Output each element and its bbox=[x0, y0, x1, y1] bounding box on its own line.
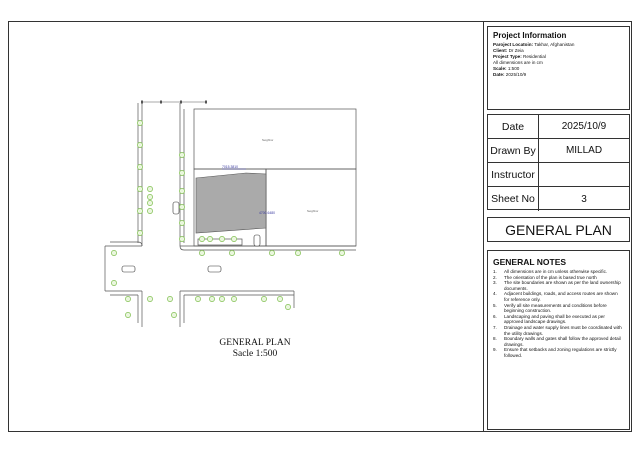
tree-icon bbox=[147, 186, 152, 191]
general-note-item bbox=[493, 347, 624, 358]
note-text: Drainage and water supply lines must be coordinated with the utility drawings. bbox=[504, 324, 622, 336]
tree-icon bbox=[179, 188, 184, 193]
general-note-item bbox=[493, 314, 624, 325]
car-icon bbox=[173, 202, 179, 214]
sheet-title: GENERAL PLAN bbox=[487, 217, 630, 242]
project-date: Date: 2025/10/9 bbox=[493, 72, 527, 77]
tree-icon bbox=[231, 236, 236, 241]
note-number: 5. bbox=[493, 302, 497, 308]
project-info-heading: Project Information bbox=[493, 31, 567, 40]
neighbor-plot-north bbox=[194, 109, 356, 169]
tree-icon bbox=[137, 186, 142, 191]
tree-icon bbox=[179, 236, 184, 241]
tree-icon bbox=[147, 200, 152, 205]
dimension-side-label: 4700.6480 bbox=[259, 211, 276, 215]
plan-title-block bbox=[180, 338, 330, 360]
tree-icon bbox=[179, 170, 184, 175]
note-number: 7. bbox=[493, 324, 497, 330]
site-plan-drawing bbox=[10, 93, 478, 373]
dimension-tick bbox=[141, 101, 143, 104]
note-text: Verify all site measurements and conditions before beginning construction. bbox=[504, 302, 607, 314]
tree-icon bbox=[137, 142, 142, 147]
curb bbox=[138, 242, 142, 246]
title-table bbox=[487, 114, 630, 210]
note-text: Adjacent buildings, roads, and access routes are shown for reference only. bbox=[504, 291, 618, 302]
tree-icon bbox=[179, 204, 184, 209]
tree-icon bbox=[269, 250, 274, 255]
neighbor-label: Neighbor bbox=[262, 138, 274, 142]
project-location: Paroject Locatoin: Takhar, Afghanistan bbox=[493, 42, 575, 47]
project-dimensions-note: All dimensions are in cm bbox=[493, 60, 543, 65]
note-number: 2. bbox=[493, 274, 497, 280]
title-row-sheet-no: Sheet No 3 bbox=[488, 187, 629, 211]
note-number: 6. bbox=[493, 313, 497, 319]
note-number: 9. bbox=[493, 347, 497, 353]
tree-icon bbox=[285, 304, 290, 309]
tree-icon bbox=[219, 296, 224, 301]
tree-icon bbox=[277, 296, 282, 301]
tree-icon bbox=[179, 220, 184, 225]
note-text: Landscaping and paving shall be executed as per approved landscape drawings. bbox=[504, 313, 605, 325]
tree-icon bbox=[137, 120, 142, 125]
tree-icon bbox=[207, 236, 212, 241]
note-text: The orientation of the plan is based true north bbox=[504, 274, 597, 280]
tree-icon bbox=[111, 280, 116, 285]
tree-icon bbox=[171, 312, 176, 317]
building-footprint bbox=[196, 173, 266, 233]
neighbor-label: Neighbor bbox=[307, 209, 319, 213]
tree-icon bbox=[147, 296, 152, 301]
tree-icon bbox=[125, 312, 130, 317]
title-block-panel bbox=[483, 22, 632, 432]
note-text: The site boundaries are shown as per the land ownership documents. bbox=[504, 280, 621, 291]
tree-icon bbox=[209, 296, 214, 301]
tree-icon bbox=[199, 236, 204, 241]
title-row-instructor: Instructor bbox=[488, 163, 629, 187]
car-icon bbox=[208, 266, 221, 272]
plan-scale: Sacle 1:500 bbox=[232, 349, 278, 359]
dimension-tick bbox=[160, 101, 162, 104]
tree-icon bbox=[229, 250, 234, 255]
plan-title: GENERAL PLAN bbox=[219, 338, 291, 348]
note-number: 8. bbox=[493, 336, 497, 342]
note-text: Ensure that setbacks and zoning regulations are strictly followed. bbox=[504, 347, 617, 358]
note-text: Boundary walls and gates shall follow the approved detail drawings. bbox=[504, 336, 621, 347]
note-number: 1. bbox=[493, 269, 497, 274]
tree-icon bbox=[137, 230, 142, 235]
tree-icon bbox=[339, 250, 344, 255]
general-note-item bbox=[493, 325, 624, 336]
tree-icon bbox=[137, 164, 142, 169]
project-type: Project Type: Residential bbox=[493, 54, 546, 59]
note-number: 4. bbox=[493, 291, 497, 297]
car-icon bbox=[122, 266, 135, 272]
dimension-tick bbox=[180, 101, 182, 104]
tree-icon bbox=[147, 208, 152, 213]
general-notes-box bbox=[487, 250, 630, 430]
tree-icon bbox=[167, 296, 172, 301]
project-information-box bbox=[487, 26, 630, 110]
tree-icon bbox=[137, 208, 142, 213]
general-notes-heading: GENERAL NOTES bbox=[493, 257, 567, 267]
tree-icon bbox=[195, 296, 200, 301]
tree-icon bbox=[179, 152, 184, 157]
title-row-date: Date 2025/10/9 bbox=[488, 115, 629, 139]
tree-icon bbox=[295, 250, 300, 255]
tree-icon bbox=[219, 236, 224, 241]
general-note-item bbox=[493, 303, 624, 314]
tree-icon bbox=[261, 296, 266, 301]
title-row-drawn-by: Drawn By MILLAD bbox=[488, 139, 629, 163]
car-icon bbox=[254, 235, 260, 246]
dimension-tick bbox=[205, 101, 207, 104]
tree-icon bbox=[231, 296, 236, 301]
general-note-item bbox=[493, 291, 624, 302]
tree-icon bbox=[125, 296, 130, 301]
general-note-item bbox=[493, 336, 624, 347]
general-notes-list bbox=[493, 269, 624, 359]
tree-icon bbox=[199, 250, 204, 255]
neighbor-plot-east bbox=[266, 169, 356, 246]
project-client: Client: Dr Zeia bbox=[493, 48, 524, 53]
tree-icon bbox=[111, 250, 116, 255]
general-note-item bbox=[493, 280, 624, 291]
project-scale: Scale: 1:500 bbox=[493, 66, 520, 71]
note-text: All dimensions are in cm unless otherwise specific. bbox=[504, 269, 608, 274]
curb bbox=[180, 246, 184, 250]
dimension-top-label: 7015.3810 bbox=[222, 165, 239, 169]
tree-icon bbox=[147, 194, 152, 199]
note-number: 3. bbox=[493, 280, 497, 286]
